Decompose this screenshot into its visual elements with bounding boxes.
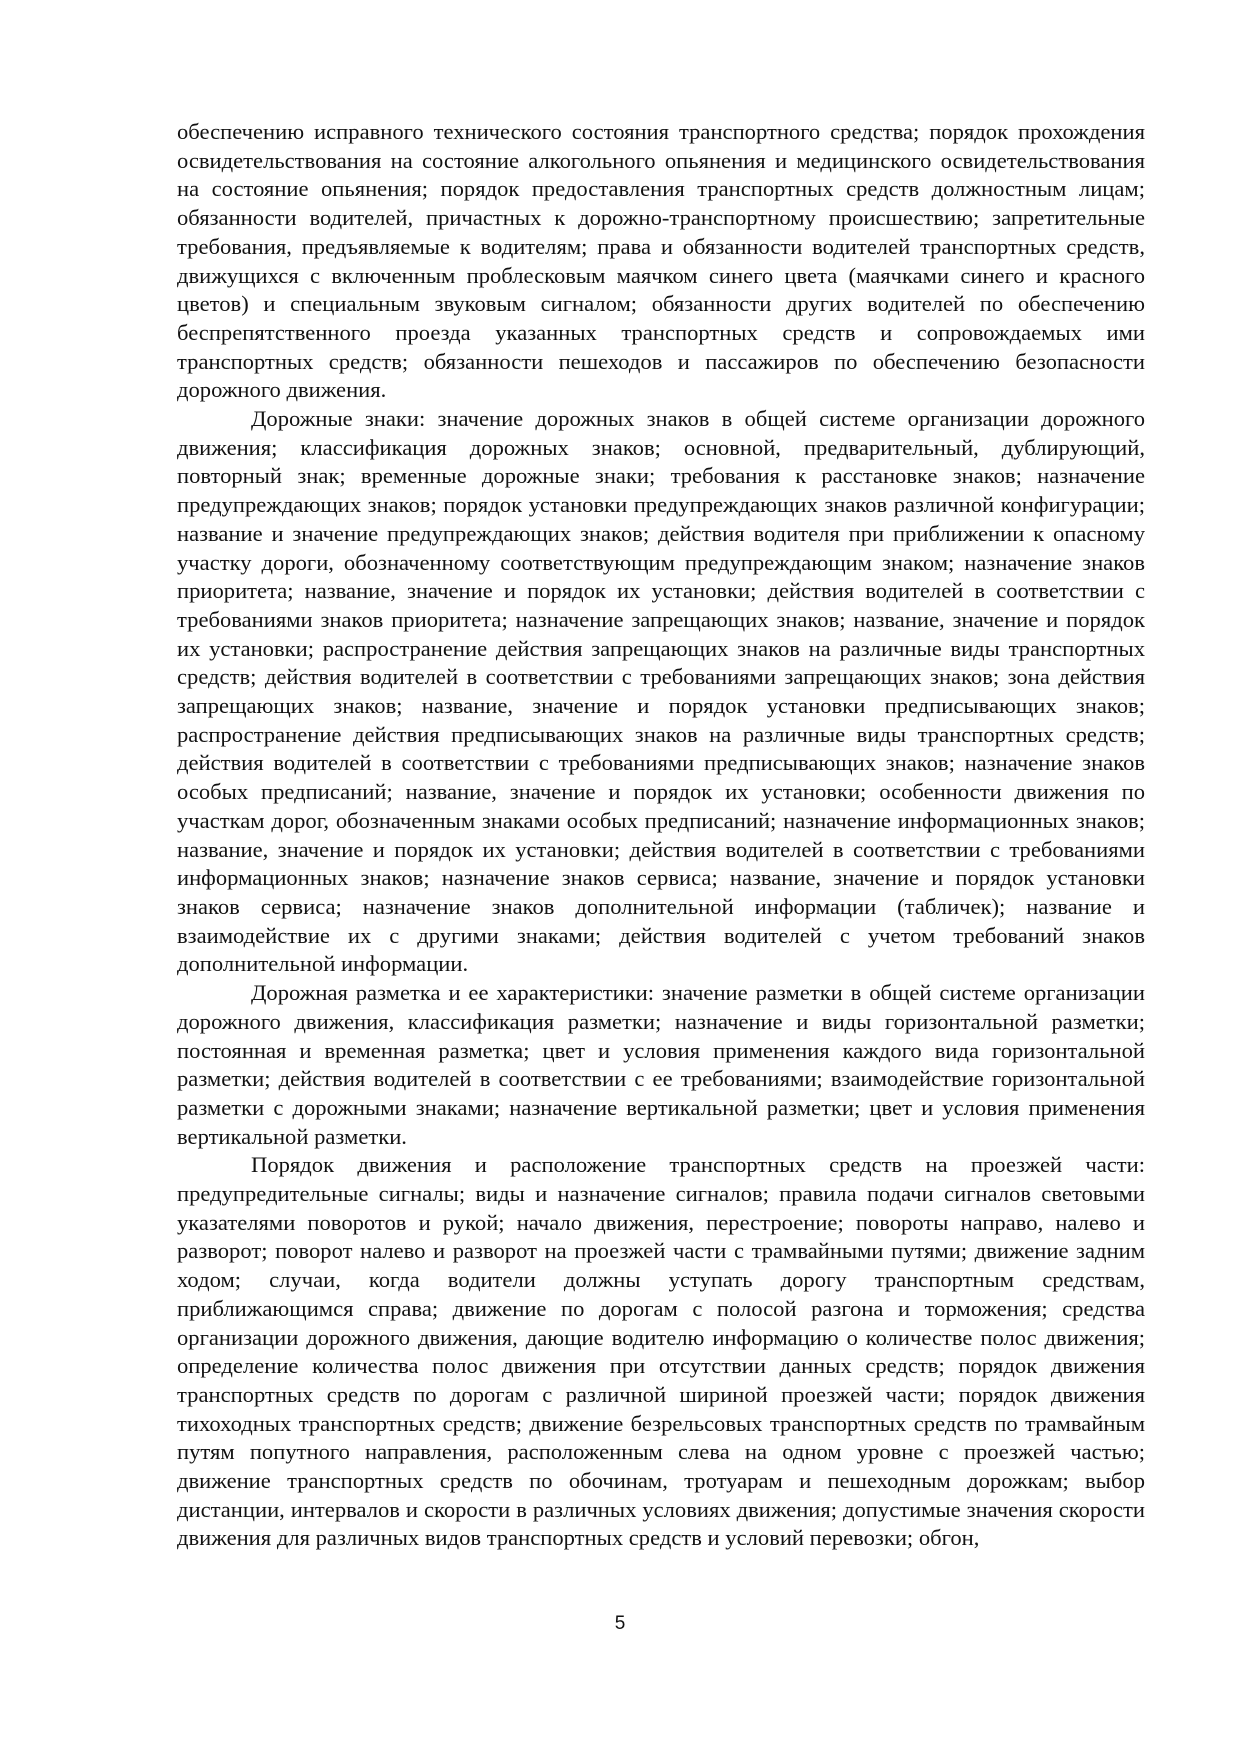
paragraph-road-signs: Дорожные знаки: значение дорожных знаков в общей системе организации дорожного движения; классификация дорожных знаков; основной, предварительный, дублирующий, повторный знак; временные дорожные знаки; требования к расстановке знаков; назначение предупреждающих знаков; порядок установки предупреждающих знаков различной конфигурации; название и значение предупреждающих знаков; действия водителя при приближении к опасному участку дороги, обозначенному соответствующим предупреждающим знаком; назначение знаков приоритета; название, значение и порядок их установки; действия водителей в соответствии с требованиями знаков приоритета; назначение запрещающих знаков; название, значение и порядок их установки; распространение действия запрещающих знаков на различные виды транспортных средств; действия водителей в соответствии с требованиями запрещающих знаков; зона действия запрещающих знаков; название, значение и порядок установки предписывающих знаков; распространение действия предписывающих знаков на различные виды транспортных средств; действия водителей в соответствии с требованиями предписывающих знаков; назначение знаков особых предписаний; название, значение и порядок их установки; особенности движения по участкам дорог, обозначенным знаками особых предписаний; назначение информационных знаков; название, значение и порядок их установки; действия водителей в соответствии с требованиями информационных знаков; назначение знаков сервиса; название, значение и порядок установки знаков сервиса; назначение знаков дополнительной информации (табличек); название и взаимодействие их с другими знаками; действия водителей с учетом требований знаков дополнительной информации. xyxy=(177,406,1145,977)
document-body xyxy=(177,118,1145,1553)
paragraph-vehicle-duties-continued: обеспечению исправного технического состояния транспортного средства; порядок прохождения освидетельствования на состояние алкогольного опьянения и медицинского освидетельствования на состояние опьянения; порядок предоставления транспортных средств должностным лицам; обязанности водителей, причастных к дорожно-транспортному происшествию; запретительные требования, предъявляемые к водителям; права и обязанности водителей транспортных средств, движущихся с включенным проблесковым маячком синего цвета (маячками синего и красного цветов) и специальным звуковым сигналом; обязанности других водителей по обеспечению беспрепятственного проезда указанных транспортных средств и сопровождаемых ими транспортных средств; обязанности пешеходов и пассажиров по обеспечению безопасности дорожного движения. xyxy=(177,119,1145,403)
paragraph-road-markings: Дорожная разметка и ее характеристики: значение разметки в общей системе организации дорожного движения, классификация разметки; назначение и виды горизонтальной разметки; постоянная и временная разметка; цвет и условия применения каждого вида горизонтальной разметки; действия водителей в соответствии с ее требованиями; взаимодействие горизонтальной разметки с дорожными знаками; назначение вертикальной разметки; цвет и условия применения вертикальной разметки. xyxy=(177,980,1145,1149)
page-number: 5 xyxy=(614,1613,626,1634)
paragraph-traffic-order: Порядок движения и расположение транспортных средств на проезжей части: предупредительные сигналы; виды и назначение сигналов; правила подачи сигналов световыми указателями поворотов и рукой; начало движения, перестроение; повороты направо, налево и разворот; поворот налево и разворот на проезжей части с трамвайными путями; движение задним ходом; случаи, когда водители должны уступать дорогу транспортным средствам, приближающимся справа; движение по дорогам с полосой разгона и торможения; средства организации дорожного движения, дающие водителю информацию о количестве полос движения; определение количества полос движения при отсутствии данных средств; порядок движения транспортных средств по дорогам с различной шириной проезжей части; порядок движения тихоходных транспортных средств; движение безрельсовых транспортных средств по трамвайным путям попутного направления, расположенным слева на одном уровне с проезжей частью; движение транспортных средств по обочинам, тротуарам и пешеходным дорожкам; выбор дистанции, интервалов и скорости в различных условиях движения; допустимые значения скорости движения для различных видов транспортных средств и условий перевозки; обгон, xyxy=(177,1152,1145,1551)
